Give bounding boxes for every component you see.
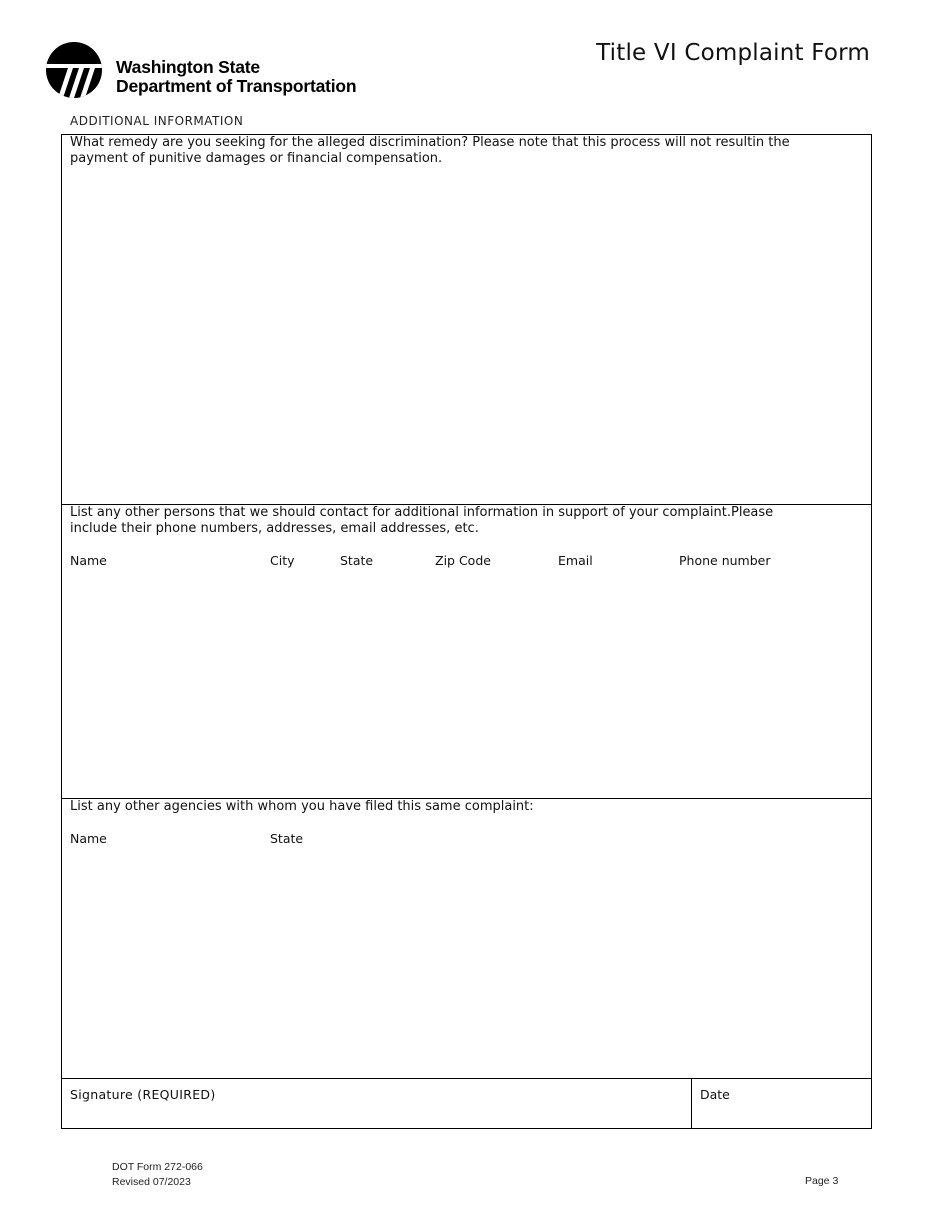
signature-label: Signature (REQUIRED) xyxy=(70,1087,216,1102)
contacts-cell[interactable] xyxy=(62,505,871,799)
agencies-col-state: State xyxy=(270,831,304,846)
form-table xyxy=(61,134,872,1129)
form-title: Title VI Complaint Form xyxy=(596,40,870,66)
agencies-prompt: List any other agencies with whom you have filed this same complaint: xyxy=(70,799,534,814)
contacts-col-zip: Zip Code xyxy=(435,553,491,568)
agencies-column-headers xyxy=(62,831,871,847)
signature-divider xyxy=(691,1079,692,1128)
contacts-col-email: Email xyxy=(558,553,593,568)
contacts-col-state: State xyxy=(340,553,374,568)
org-name-line1: Washington State xyxy=(116,57,260,77)
contacts-column-headers xyxy=(62,553,871,569)
form-number: DOT Form 272-066 xyxy=(112,1161,203,1173)
date-label: Date xyxy=(700,1087,730,1102)
contacts-col-name: Name xyxy=(70,553,107,568)
remedy-prompt: What remedy are you seeking for the alleged discrimination? Please note that this process will not resultin the payment of punitive damages or financial compensation. xyxy=(70,135,790,166)
revised-date: Revised 07/2023 xyxy=(112,1176,191,1188)
org-name-line2: Department of Transportation xyxy=(116,76,357,96)
remedy-cell[interactable] xyxy=(62,135,871,505)
section-label: ADDITIONAL INFORMATION xyxy=(70,114,244,128)
org-name xyxy=(116,58,356,96)
contacts-prompt: List any other persons that we should contact for additional information in support of your complaint.Please include their phone numbers, addresses, email addresses, etc. xyxy=(70,505,774,536)
agencies-col-name: Name xyxy=(70,831,107,846)
footer-form-info xyxy=(112,1160,203,1190)
agencies-cell[interactable] xyxy=(62,799,871,1079)
wsdot-logo xyxy=(46,42,406,102)
signature-row xyxy=(62,1079,871,1128)
contacts-col-city: City xyxy=(270,553,295,568)
wsdot-logo-icon xyxy=(46,42,102,98)
page-number: Page 3 xyxy=(805,1175,839,1187)
contacts-col-phone: Phone number xyxy=(679,553,771,568)
